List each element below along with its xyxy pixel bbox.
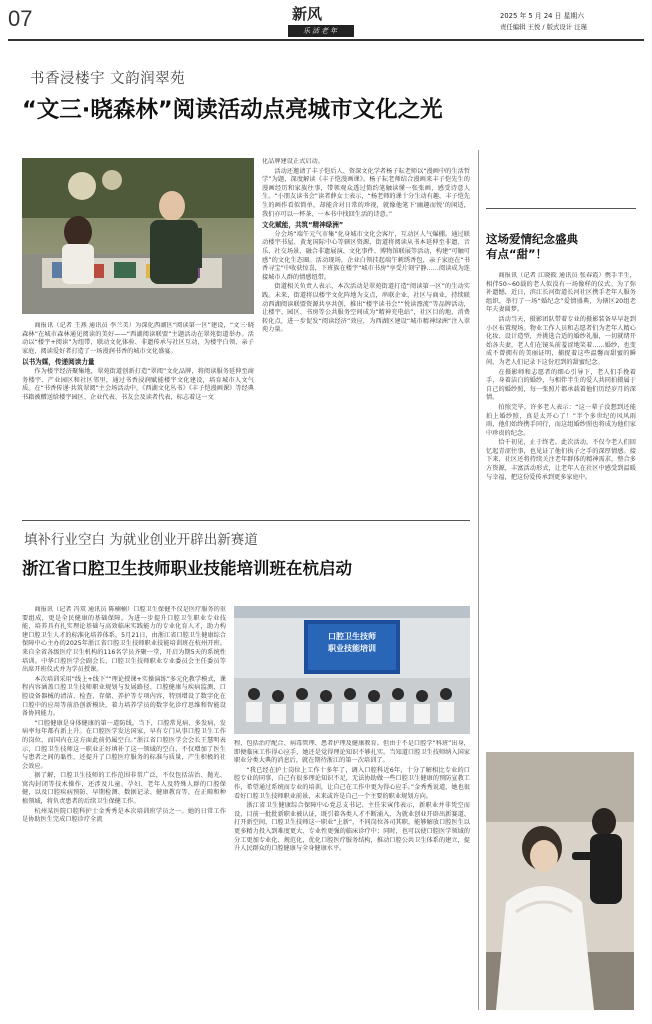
sidebar-headline-line1: 这场爱情纪念盛典 bbox=[486, 232, 578, 246]
sidebar-top-rule bbox=[486, 208, 636, 209]
article1-paragraph: 活动还邀请了丰子恺后人、资深文化学者杨子耘老师以“漫画中的生活哲学”为题，深度解读《丰子恺漫画课》。杨子耘老师结合漫画来丰子恺先生的漫画经历和家族往事，带领观众透过简约笔触读懂一张张画，感受诗意人生。“小朋友读书会”读者薛女士表示，“杨老师的课十分生动有趣，丰子恺先生的画作看似简单，却能含对日常的珍视，就像他笔下‘幽趣而悦’的闲适，我们亦可以一杯茶、一本书中找回生活的诗意。” bbox=[262, 167, 470, 218]
article2-paragraph: 本次培训采用“线上+线下”“理论授课+实操演练”多元化教学模式，课程内容涵盖口腔卫生技师职业规划与发展路径、口腔健康与疾病监测、口腔设备器械的清洁、检查、存储、养护等专项内容，特别增设了数字化在口腔中的应用等前沿创新模块，着力培养学员的数字化诊疗思维和智能设备协同能力。 bbox=[22, 675, 226, 718]
article2-column-1 bbox=[22, 606, 226, 1014]
article2-top-rule bbox=[22, 520, 470, 521]
article1-paragraph: 商报讯（记者 王燕 通讯员 李兰美）为深化西湖区“阅读第一区”建设，“文三·晓森林”在城市森林通见阅读的美好——“西湖阅读联盟”主题活动在翠苑街道举办。活动以“楼宇+阅读”为纽带，联动文化体验、非遗传承与社区互动，为楼宇白领、亲子家庭、阅读爱好者打造了一场漫润书香的城市文化盛宴。 bbox=[22, 322, 254, 355]
article1-paragraph: 街道相关负责人表示，本次活动是翠苑街道打造“阅读第一区”的生动实践。未来，街道将以楼宇文化阵地为支点，串联企业、社区与商业，持续联动西湖阅读联盟资源共享共创，推出“楼宇读书会”“悦读漂流”等品牌活动，让楼宇、园区、书房等公共服务空间成为“精神充电站”，社区目的地、消费转化点，进一步促发“阅读经济”效应，为西湖区建设“城市精神绿洲”注入翠苑力量。 bbox=[262, 283, 470, 334]
section-title: 新风 bbox=[292, 5, 323, 23]
article2-paragraph: 商报讯（记者 冯双 通讯员 陈楠楠）口腔卫生保健不仅是医疗服务的重要组成，更是全民健康的基础保障。为进一步提升口腔卫生职业专业技能，培养具有扎实理论基础与高效临床实践能力的专业化育人才，助力构建口腔卫生人才的标准化培养体系，5月21日，由浙江省口腔卫生健康综合保障中心主办的2025年浙江省口腔卫生技师职业技能培训班在杭州开班。来自全省各级医疗卫生机构的116名学员齐聚一堂，开启为期5天的系统性培训。中华口腔医学会副会长、口腔卫生技师职业专业委员会主任委员等出席开班仪式并为学员授课。 bbox=[22, 606, 226, 674]
article1-column-2 bbox=[262, 158, 470, 514]
article1-column-1 bbox=[22, 322, 254, 512]
article2-paragraph: 杭州某医院口腔科护士金秀秀是本次培训班学员之一。她的日常工作是协助医生完成口腔诊疗全流 bbox=[22, 807, 226, 824]
sidebar-paragraph: 在摄影师和志愿者的细心引导下，老人们手挽着手，身着洁白的婚纱，与相伴半生的爱人共同拍摄属于自己的婚纱照，每一张照片都承载着他们历经岁月的深情。 bbox=[486, 368, 636, 402]
sidebar-body bbox=[486, 272, 636, 746]
article1-kicker: 书香浸楼宇 文韵润翠苑 bbox=[30, 71, 186, 87]
sidebar-headline bbox=[486, 232, 636, 262]
article2-headline: 浙江省口腔卫生技师职业技能培训班在杭启动 bbox=[22, 559, 352, 578]
article2-paragraph: “口腔健康是身体健康的第一道防线。当下，口腔常见病、多发病，发病率每年都有新上升。在口腔医学发达国家，早有专门从事口腔卫生工作的岗位，而国内在这方面此前仍属空白。”浙江省口腔医学会会长王慧明表示，口腔卫生技师这一职业正好填补了这一领域的空白，不仅增加了医生与患者之间的黏性，还提升了口腔医疗服务的标准与质量，产生积极的社会效应。 bbox=[22, 719, 226, 770]
article2-paragraph: “我已经在护士岗位上工作十多年了，调入口腔科近6年，十分了解相比专业的口腔专业的同事，自己有很多理论知识不足，无法协助做一些口腔卫生健康的预防宣教工作，希望通过系统而专业的培训，让自己在工作中更为得心应手。”金秀秀说道，她也很看好口腔卫生技师职业前景，未来或许是自己一个主要的职业规划方向。 bbox=[234, 766, 470, 800]
article-dental-training bbox=[0, 520, 478, 600]
screen-text-line2: 职业技能培训 bbox=[328, 644, 376, 653]
editor-credit: 责任编辑 王悦 / 版式设计 汪瑾 bbox=[500, 23, 587, 31]
article2-paragraph: 程，包括治疗配合、病毒管理、患者护理及健康教育。但由于不是口腔学“科班”出身，即便临床工作得心应手，她还是觉得理论知识不够扎实。当知道口腔卫生技师纳入国家职业分类大典的消息后，就在期待浙江的第一次培训了。 bbox=[234, 740, 470, 765]
article1-subhead-1: 以书为媒，传递阅读力量 bbox=[22, 358, 95, 367]
masthead bbox=[0, 0, 652, 44]
article1-subhead-2: 文化赋能，共筑“精神绿洲” bbox=[262, 221, 344, 230]
article1-paragraph: 作为楼宇经济聚集地，翠苑街道创新打造“翠阅”文化品牌，将阅读服务延伸至商务楼宇、产业园区和社区邻里，通过书香浸润赋能楼宇文化建设，培育城市人文气质。在“书香传递·共筑翠阅”主会场活动中，《西湖文化丛书》《丰子恺漫画课》等经典书籍被赠送给楼宇园区、企业代表、书友会及读者代表，标志着这一文 bbox=[22, 367, 254, 401]
training-photo-image bbox=[234, 606, 470, 734]
article2-kicker: 填补行业空白 为就业创业开辟出新赛道 bbox=[24, 532, 258, 548]
screen-text-line1: 口腔卫生技师 bbox=[328, 632, 376, 641]
page-number: 07 bbox=[8, 6, 33, 31]
issue-date: 2025 年 5 月 24 日 星期六 bbox=[500, 12, 585, 20]
article1-headline: “文三·晓森林”阅读活动点亮城市文化之光 bbox=[22, 97, 443, 123]
photo-training-class bbox=[234, 606, 470, 734]
sidebar-headline-line2: 有点“甜”！ bbox=[486, 247, 548, 261]
sidebar-divider bbox=[478, 150, 479, 1010]
header-rule bbox=[8, 39, 644, 41]
article1-paragraph: 化品牌建设正式启动。 bbox=[262, 158, 324, 165]
photo-wedding bbox=[486, 752, 634, 1010]
sidebar-paragraph: 拍照完毕，许多老人表示：“这一辈子没想到还能拍上婚纱照，真是太开心了！”半个多世纪的风风雨雨，他们始终携手同行，而这组婚纱照也将成为他们家中珍贵的纪念。 bbox=[486, 403, 636, 437]
article2-paragraph: 据了解，口腔卫生技师的工作范围非常广泛，不仅包括洁治、抛光、窝沟封闭等技术操作，还涉及儿童、孕妇、老年人及特殊人群的口腔保健，以及口腔疾病预防、早期检测、数据记录、健康教育等，在正畸和种植领域，将负责患者的后续卫生保健工作。 bbox=[22, 772, 226, 806]
wedding-photo-image bbox=[486, 752, 634, 1010]
reading-event-photo-image bbox=[22, 158, 254, 314]
article1-paragraph: 分会场“端午元气市集”化身城市文化会客厅，互动区人气爆棚。通过联动楼宇书屋、黄龙国际中心等辖区资源，街道将阅读从书本延伸至非遗、音乐、社交场景，融合非遗展演、文化事件、博物馆联展等活动，构建“可触可感”的文化生态圈。活动现场，企业白领挂起端午刺绣香包，亲子家庭在“书香寻宝”中收获惊喜，下班族在楼宇“城市书房”享受片刻宁静……阅读成为连接城市人群的情感纽带。 bbox=[262, 230, 470, 281]
sidebar-paragraph: 恰千初见，止于终老。此次活动，不仅令老人们回忆起青涩往事，也见证了他们执子之手的深厚情感。接下来，社区还将持续关注老年群体的精神需求，整合多方资源，丰富活动形式，让老年人在社区中感受到温暖与幸福，把这份爱传承到更多家庭中。 bbox=[486, 439, 636, 481]
sidebar-paragraph: 活动当天，摄影团队带着专业的摄影装备早早赶到小区布置现场。物业工作人员和志愿者们为老年人精心化妆、设计造型，并挑选合适的婚纱礼服，一切就绪开始各夫妻，老人们在镜头前羞涩地笑着……婚纱，也变成不曾拥有的美丽证明，捕捉着这些温馨而甜蜜的瞬间，为老人们记录下这份迟到的甜蜜纪念。 bbox=[486, 315, 636, 366]
sidebar-paragraph: 商报讯（记者 江晓筱 通讯员 张春霞）携手半生，相伴50~60载的老人似没有一场像样的仪式。为了弥补遗憾，近日，滨江长河街道长河社区携手老年人服务组织，举行了一场“婚纪念”爱情盛典，为辖区20组老年夫妻圆梦。 bbox=[486, 272, 636, 314]
section-subtitle: 乐活老年 bbox=[288, 25, 354, 37]
article2-paragraph: 浙江省卫生健康综合保障中心党总支书记、主任宋寅伟表示，新职业并非凭空而设，目前一批批新职业被认证，既引着各类人才不断涌入，为就业创业开辟出新赛道、打开新空间，口腔卫生技师这一职业“上新”，不同岗位各司其职，能够解放口腔医生以更多精力投入到难度更大、专业性更强的临床诊疗中；同时，也可以使口腔医学领域的分工更加专业化、规范化，优化口腔医疗服务结构，推动口腔公共卫生体系的建立，提升人民群众的口腔健康与全身健康水平。 bbox=[234, 802, 470, 853]
photo-reading-event bbox=[22, 158, 254, 314]
article2-column-2 bbox=[234, 740, 470, 1014]
